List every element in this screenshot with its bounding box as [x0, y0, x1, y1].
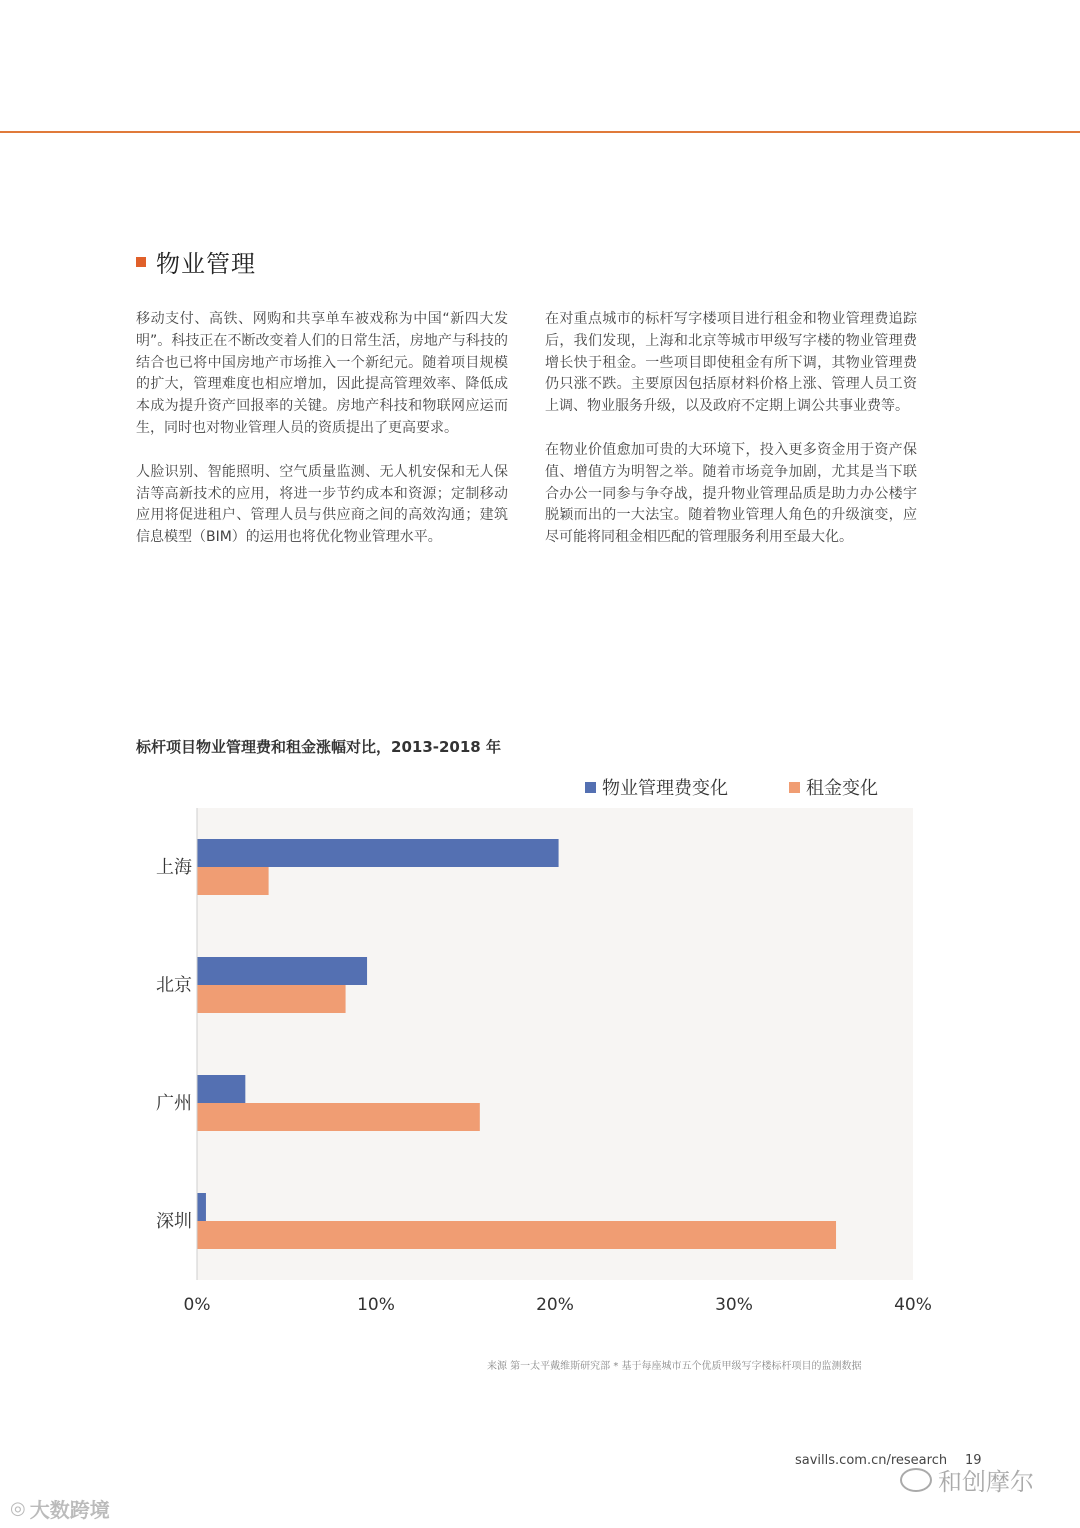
left-paragraph-2: 人脸识别、智能照明、空气质量监测、无人机安保和无人保洁等高新技术的应用，将进一步节约成本和资源；定制移动应用将促进租户、管理人员与供应商之间的高效沟通；建筑信息模型（BIM）的运用也将优化物业管理水平。 — [136, 463, 508, 546]
legend-item-rent — [789, 774, 878, 800]
section-heading — [136, 244, 256, 279]
bar-rent-0 — [197, 867, 269, 895]
left-column — [136, 309, 508, 571]
x-tick-label: 30% — [715, 1295, 753, 1315]
plot-area — [197, 808, 913, 1280]
bar-management-fee-3 — [197, 1193, 206, 1221]
legend-label-rent: 租金变化 — [806, 778, 878, 799]
footer-url: savills.com.cn/research — [795, 1453, 948, 1468]
wechat-icon — [900, 1468, 932, 1492]
right-paragraph-1: 在对重点城市的标杆写字楼项目进行租金和物业管理费追踪后，我们发现，上海和北京等城市甲级写字楼的物业管理费增长快于租金。一些项目即使租金有所下调，其物业管理费仍只涨不跌。主要原因包括原材料价格上涨、管理人员工资上调、物业服务升级，以及政府不定期上调公共事业费等。 — [545, 311, 917, 415]
bar-management-fee-1 — [197, 957, 367, 985]
category-label: 广州 — [156, 1093, 192, 1114]
section-title: 物业管理 — [156, 250, 256, 278]
watermark-left — [10, 1494, 110, 1523]
bar-management-fee-0 — [197, 839, 559, 867]
legend-swatch-rent — [789, 782, 800, 793]
chart-title: 标杆项目物业管理费和租金涨幅对比，2013-2018 年 — [136, 738, 501, 756]
category-label: 上海 — [156, 857, 192, 878]
legend-item-management-fee — [585, 774, 728, 800]
bar-rent-1 — [197, 985, 346, 1013]
watermark-right — [900, 1462, 1034, 1497]
bar-rent-2 — [197, 1103, 480, 1131]
watermark-right-text: 和创摩尔 — [938, 1468, 1034, 1496]
x-tick-label: 10% — [357, 1295, 395, 1315]
right-column — [545, 309, 917, 571]
bar-chart — [130, 800, 950, 1330]
legend-swatch-management-fee — [585, 782, 596, 793]
legend-label-management-fee: 物业管理费变化 — [602, 778, 728, 799]
left-paragraph-1: 移动支付、高铁、网购和共享单车被戏称为中国“新四大发明”。科技正在不断改变着人们的日常生活，房地产与科技的结合也已将中国房地产市场推入一个新纪元。随着项目规模的扩大，管理难度也相应增加，因此提高管理效率、降低成本成为提升资产回报率的关键。房地产科技和物联网应运而生，同时也对物业管理人员的资质提出了更高要求。 — [136, 311, 508, 436]
header-rule — [0, 131, 1080, 133]
x-tick-label: 20% — [536, 1295, 574, 1315]
bar-management-fee-2 — [197, 1075, 245, 1103]
x-tick-label: 0% — [183, 1295, 211, 1315]
source-note: 来源 第一太平戴维斯研究部 * 基于每座城市五个优质甲级写字楼标杆项目的监测数据 — [487, 1361, 862, 1372]
bar-rent-3 — [197, 1221, 836, 1249]
section-marker-icon — [136, 257, 146, 267]
right-paragraph-2: 在物业价值愈加可贵的大环境下，投入更多资金用于资产保值、增值方为明智之举。随着市场竞争加剧，尤其是当下联合办公一同参与争夺战，提升物业管理品质是助力办公楼宇脱颖而出的一大法宝。随着物业管理人角色的升级演变，应尽可能将同租金相匹配的管理服务利用至最大化。 — [545, 441, 917, 546]
weibo-icon: ◎ — [10, 1498, 26, 1519]
category-label: 北京 — [156, 975, 192, 996]
category-label: 深圳 — [156, 1211, 192, 1232]
x-tick-label: 40% — [894, 1295, 932, 1315]
page-number: 19 — [965, 1453, 982, 1468]
watermark-left-text: 大数跨境 — [29, 1498, 110, 1522]
